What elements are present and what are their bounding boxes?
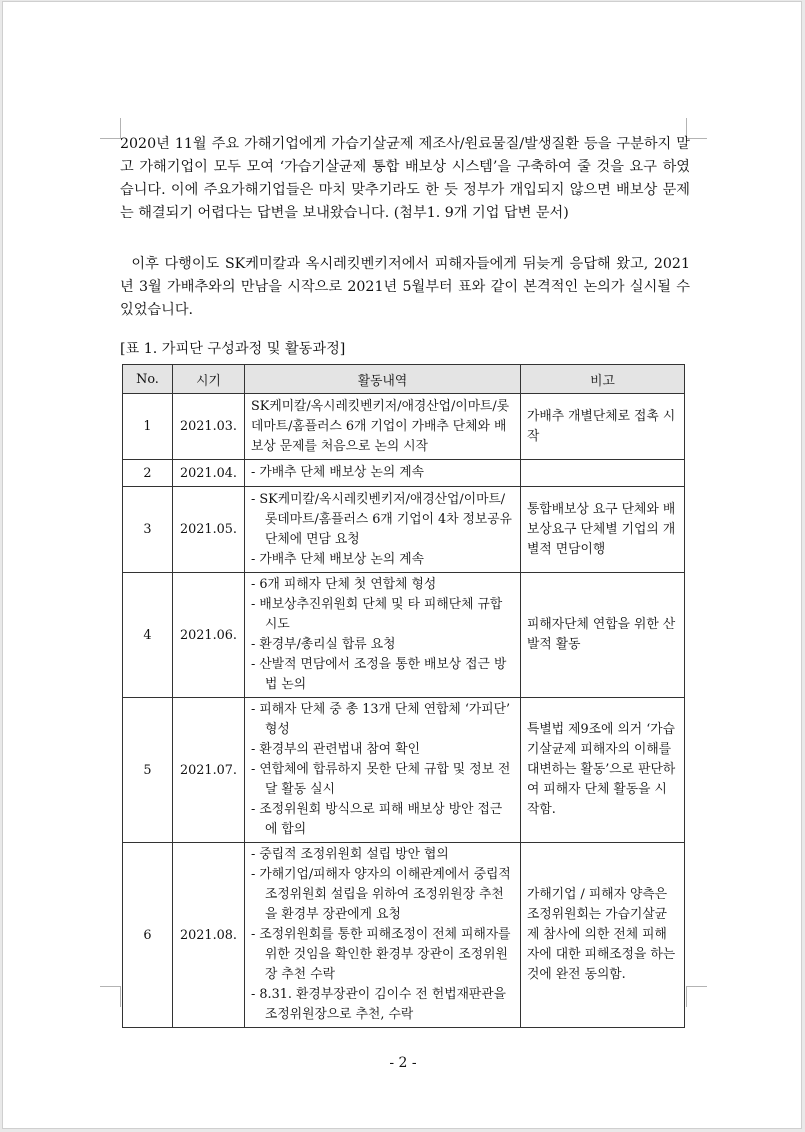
table-row: [123, 843, 685, 1028]
table-header-row: [123, 365, 685, 394]
row-date: 2021.04.: [173, 460, 245, 487]
row-activities: [245, 460, 521, 487]
body-paragraph-2: [120, 253, 690, 322]
row-no: 3: [123, 487, 173, 573]
row-date: 2021.08.: [173, 843, 245, 1028]
activity-item: - 환경부/총리실 합류 요청: [251, 637, 396, 652]
page-number: - 2 -: [389, 1055, 417, 1071]
row-note: 피해자단체 연합을 위한 산발적 활동: [521, 573, 685, 698]
activity-item: - 피해자 단체 중 총 13개 단체 연합체 ‘가피단’ 형성: [251, 702, 511, 737]
row-no: 2: [123, 460, 173, 487]
header-note: 비고: [521, 365, 685, 394]
crop-mark-bottom-left: [100, 986, 121, 1007]
activity-item: - 가해기업/피해자 양자의 이해관계에서 중립적 조정위원회 설립을 위하여 조정위원장 추천을 환경부 장관에게 요청: [251, 867, 511, 922]
row-date: 2021.06.: [173, 573, 245, 698]
row-no: 1: [123, 394, 173, 460]
row-no: 6: [123, 843, 173, 1028]
row-note: 통합배보상 요구 단체와 배보상요구 단체별 기업의 개별적 면담이행: [521, 487, 685, 573]
row-date: 2021.05.: [173, 487, 245, 573]
body-paragraph-1: 2020년 11월 주요 가해기업에게 가습기살균제 제조사/원료물질/발생질환 등을 구분하지 말고 가해기업이 모두 모여 ‘가습기살균제 통합 배보상 시스템’을 구축하여 줄 것을 요구 하였습니다. 이에 주요가해기업들은 마치 맞추기라도 한 듯 정부가 개입되지 않으면 배보상 문제는 해결되기 어렵다는 답변을 보내왔습니다. (첨부1. 9개 기업 답변 문서): [120, 136, 690, 221]
activity-item: - 연합체에 합류하지 못한 단체 규합 및 정보 전달 활동 실시: [251, 762, 511, 797]
activity-item: - 산발적 면담에서 조정을 통한 배보상 접근 방법 논의: [251, 657, 507, 692]
table-row: [123, 573, 685, 698]
table-caption: [표 1. 가피단 구성과정 및 활동과정]: [120, 341, 346, 357]
activity-item: - 중립적 조정위원회 설립 방안 협의: [251, 847, 449, 862]
header-activities: 활동내역: [245, 365, 521, 394]
header-no: No.: [123, 365, 173, 394]
activity-item: - 8.31. 환경부장관이 김이수 전 헌법재판관을 조정위원장으로 추천, 수락: [251, 987, 507, 1022]
header-date: 시기: [173, 365, 245, 394]
row-no: 5: [123, 698, 173, 843]
document-page: [2, 1, 802, 1129]
table-row: [123, 394, 685, 460]
row-note: 가배추 개별단체로 접촉 시작: [521, 394, 685, 460]
activity-item: - 조정위원회 방식으로 피해 배보상 방안 접근에 합의: [251, 802, 503, 837]
body-paragraph-2-text: 이후 다행이도 SK케미칼과 옥시레킷벤키저에서 피해자들에게 뒤늦게 응답해 왔고, 2021년 3월 가배추와의 만남을 시작으로 2021년 5월부터 표와 같이 본격적인 논의가 실시될 수 있었습니다.: [120, 256, 690, 318]
row-date: 2021.03.: [173, 394, 245, 460]
crop-mark-top-left: [100, 118, 121, 139]
activity-item: - SK케미칼/옥시레킷벤키저/애경산업/이마트/롯데마트/홈플러스 6개 기업이 4차 정보공유 단체에 면담 요청: [251, 491, 513, 547]
row-no: 4: [123, 573, 173, 698]
table-row: [123, 698, 685, 843]
table-row: [123, 487, 685, 573]
row-note: 특별법 제9조에 의거 ‘가습기살균제 피해자의 이해를 대변하는 활동’으로 판단하여 피해자 단체 활동을 시작함.: [521, 698, 685, 843]
activity-item: - 환경부의 관련법내 참여 확인: [251, 742, 420, 757]
activity-item: - 가배추 단체 배보상 논의 계속: [251, 551, 425, 567]
row-activities: [245, 394, 521, 460]
activity-item: - 조정위원회를 통한 피해조정이 전체 피해자를 위한 것임을 확인한 환경부 장관이 조정위원장 추천 수락: [251, 927, 511, 982]
row-note: [521, 460, 685, 487]
activity-item: - 배보상추진위원회 단체 및 타 피해단체 규합 시도: [251, 597, 503, 632]
crop-mark-bottom-right: [686, 986, 707, 1007]
row-date: 2021.07.: [173, 698, 245, 843]
row-activities: [245, 843, 521, 1028]
row-activities: [245, 573, 521, 698]
activity-item: SK케미칼/옥시레킷벤키저/애경산업/이마트/롯데마트/홈플러스 6개 기업이 가배추 단체와 배보상 문제를 처음으로 논의 시작: [251, 398, 510, 454]
row-note: 가해기업 / 피해자 양측은 조정위원회는 가습기살균제 참사에 의한 전체 피해자에 대한 피해조정을 하는 것에 완전 동의함.: [521, 843, 685, 1028]
activity-item: - 6개 피해자 단체 첫 연합체 형성: [251, 577, 437, 592]
activity-table: [122, 364, 685, 1028]
table-row: [123, 460, 685, 487]
activity-item: - 가배추 단체 배보상 논의 계속: [251, 465, 425, 480]
row-activities: [245, 698, 521, 843]
row-activities: [245, 487, 521, 573]
